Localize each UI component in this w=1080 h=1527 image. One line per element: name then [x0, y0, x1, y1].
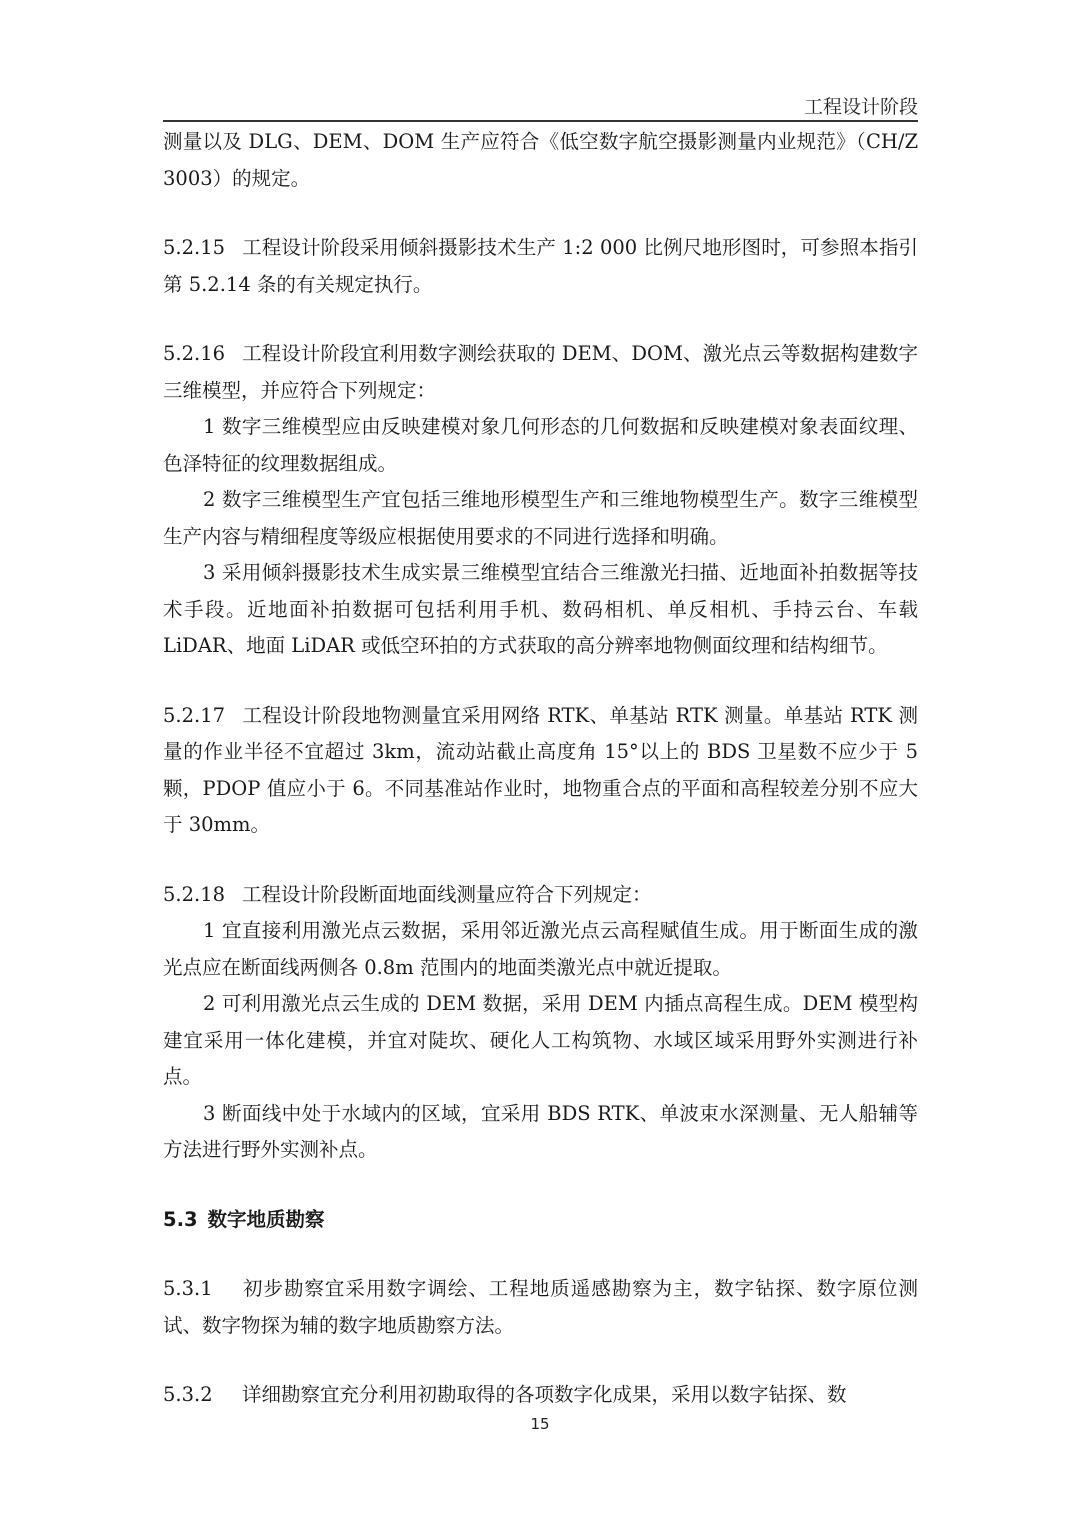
clause-item: 1 宜直接利用激光点云数据，采用邻近激光点云高程赋值生成。用于断面生成的激光点应在断面线两侧各 0.8m 范围内的地面类激光点中就近提取。 — [163, 919, 918, 979]
clause-text: 工程设计阶段地物测量宜采用网络 RTK、单基站 RTK 测量。单基站 RTK 测量的作业半径不宜超过 3km，流动站截止高度角 15°以上的 BDS 卫星数不应少于 5 颗，PDOP 值应小于 6。不同基准站作业时，地物重合点的平面和高程较差分别不应大于 30mm。 — [163, 703, 918, 836]
clause-item: 2 可利用激光点云生成的 DEM 数据，采用 DEM 内插点高程生成。DEM 模型构建宜采用一体化建模，并宜对陡坎、硬化人工构筑物、水域区域采用野外实测进行补点。 — [163, 992, 918, 1088]
clause-number: 5.2.15 — [163, 236, 226, 259]
section-heading-5-3 — [163, 1202, 918, 1239]
paragraph-continuation: 测量以及 DLG、DEM、DOM 生产应符合《低空数字航空摄影测量内业规范》（CH/Z 3003）的规定。 — [163, 130, 918, 190]
clause-5-2-18 — [163, 877, 918, 914]
clause-5-2-15 — [163, 230, 918, 303]
clause-text: 工程设计阶段采用倾斜摄影技术生产 1:2 000 比例尺地形图时，可参照本指引第 5.2.14 条的有关规定执行。 — [163, 236, 918, 296]
clause-text: 工程设计阶段断面地面线测量应符合下列规定： — [242, 882, 652, 906]
clause-5-2-17 — [163, 698, 918, 844]
header-divider — [163, 120, 918, 122]
section-number: 5.3 — [163, 1207, 198, 1231]
clause-item: 2 数字三维模型生产宜包括三维地形模型生产和三维地物模型生产。数字三维模型生产内容与精细程度等级应根据使用要求的不同进行选择和明确。 — [163, 488, 918, 548]
document-body — [163, 124, 918, 1414]
clause-5-3-2 — [163, 1377, 918, 1414]
clause-item: 3 采用倾斜摄影技术生成实景三维模型宜结合三维激光扫描、近地面补拍数据等技术手段。近地面补拍数据可包括利用手机、数码相机、单反相机、手持云台、车载 LiDAR、地面 LiDAR 或低空环拍的方式获取的高分辨率地物侧面纹理和结构细节。 — [163, 561, 918, 657]
clause-number: 5.2.16 — [163, 342, 226, 365]
running-header: 工程设计阶段 — [803, 96, 918, 118]
clause-item: 1 数字三维模型应由反映建模对象几何形态的几何数据和反映建模对象表面纹理、色泽特征的纹理数据组成。 — [163, 415, 918, 475]
clause-number: 5.3.1 — [163, 1277, 213, 1300]
clause-number: 5.2.17 — [163, 703, 226, 727]
clause-5-2-16 — [163, 336, 918, 409]
clause-number: 5.3.2 — [163, 1383, 213, 1406]
clause-5-3-1 — [163, 1271, 918, 1344]
page-number: 15 — [530, 1415, 550, 1433]
clause-text: 详细勘察宜充分利用初勘取得的各项数字化成果，采用以数字钻探、数 — [242, 1383, 847, 1406]
clause-number: 5.2.18 — [163, 882, 226, 906]
clause-text: 初步勘察宜采用数字调绘、工程地质遥感勘察为主，数字钻探、数字原位测试、数字物探为辅的数字地质勘察方法。 — [163, 1277, 918, 1337]
clause-text: 工程设计阶段宜利用数字测绘获取的 DEM、DOM、激光点云等数据构建数字三维模型，并应符合下列规定： — [163, 342, 918, 402]
section-title: 数字地质勘察 — [207, 1207, 325, 1231]
clause-item: 3 断面线中处于水域内的区域，宜采用 BDS RTK、单波束水深测量、无人船辅等方法进行野外实测补点。 — [163, 1101, 918, 1161]
